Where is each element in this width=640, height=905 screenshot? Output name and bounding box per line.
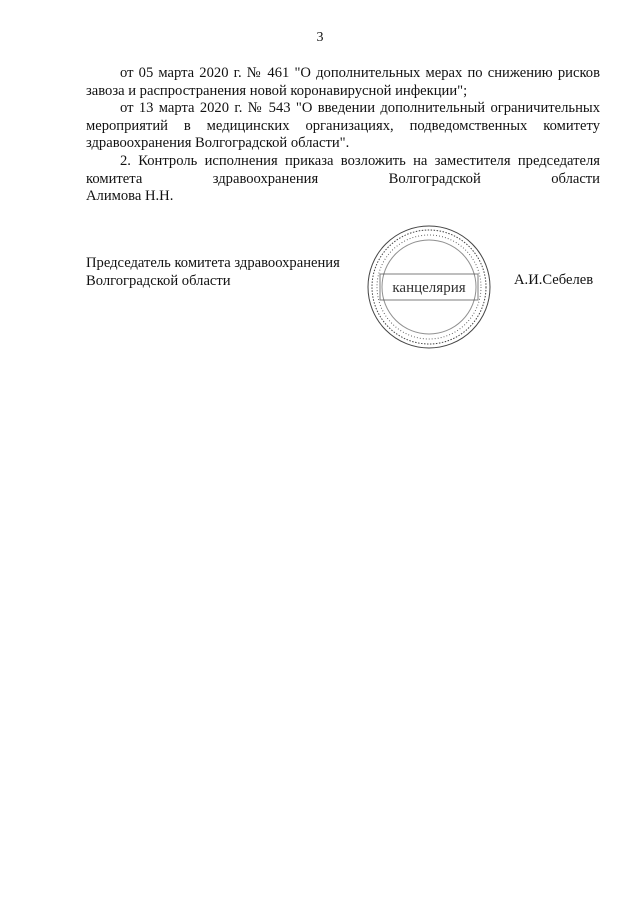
paragraph-order-461: от 05 марта 2020 г. № 461 "О дополнительных мерах по снижению рисков завоза и распространения новой коронавирусной инфекции"; xyxy=(86,65,600,99)
paragraph-control-clause xyxy=(86,153,600,206)
signer-title-line2: Волгоградской области xyxy=(86,273,231,289)
control-clause-name: Алимова Н.Н. xyxy=(86,188,174,204)
signer-title-line1: Председатель комитета здравоохранения xyxy=(86,255,340,271)
signer-name: А.И.Себелев xyxy=(514,272,594,288)
signer-title xyxy=(86,254,340,290)
page-number: 3 xyxy=(316,30,324,45)
office-stamp xyxy=(366,224,492,350)
control-clause-text: 2. Контроль исполнения приказа возложить на заместителя председателя комитета здравоохранения Волгоградской области xyxy=(86,153,600,187)
paragraph-order-543: от 13 марта 2020 г. № 543 "О введении дополнительный ограничительных мероприятий в медицинских организациях, подведомственных комитету здравоохранения Волгоградской области". xyxy=(86,100,600,151)
stamp-label: канцелярия xyxy=(392,280,466,296)
